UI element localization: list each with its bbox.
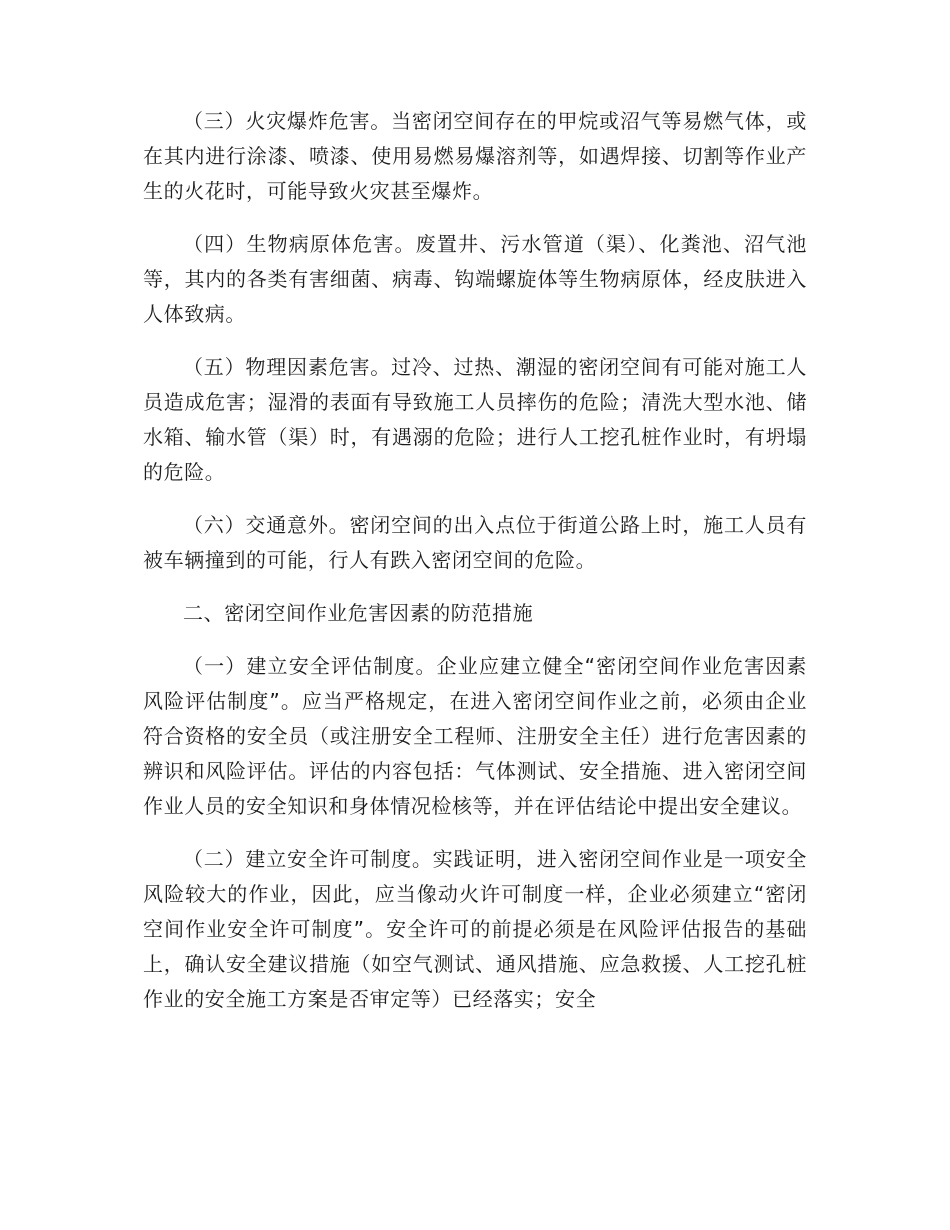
section-heading-preventive-measures: 二、密闭空间作业危害因素的防范措施 [183,601,534,625]
paragraph-safety-assessment-system: （一）建立安全评估制度。企业应建立健全“密闭空间作业危害因素风险评估制度”。应当严格规定，在进入密闭空间作业之前，必须由企业符合资格的安全员（或注册安全工程师、注册安全主任）进行危害因素的辨识和风险评估。评估的内容包括：气体测试、安全措施、进入密闭空间作业人员的安全知识和身体情况检核等，并在评估结论中提出安全建议。 [143,654,807,818]
paragraph-traffic-accident: （六）交通意外。密闭空间的出入点位于街道公路上时，施工人员有被车辆撞到的可能，行人有跌入密闭空间的危险。 [143,513,807,572]
paragraph-safety-permit-system: （二）建立安全许可制度。实践证明，进入密闭空间作业是一项安全风险较大的作业，因此，应当像动火许可制度一样，企业必须建立“密闭空间作业安全许可制度”。安全许可的前提必须是在风险评估报告的基础上，确认安全建议措施（如空气测试、通风措施、应急救援、人工挖孔桩作业的安全施工方案是否审定等）已经落实；安全 [143,847,807,1011]
paragraph-physical-factor-hazard: （五）物理因素危害。过冷、过热、潮湿的密闭空间有可能对施工人员造成危害；湿滑的表面有导致施工人员摔伤的危险；清洗大型水池、储水箱、输水管（渠）时，有遇溺的危险；进行人工挖孔桩作业时，有坍塌的危险。 [143,355,807,484]
document-body [143,104,807,1035]
paragraph-fire-explosion-hazard: （三）火灾爆炸危害。当密闭空间存在的甲烷或沼气等易燃气体，或在其内进行涂漆、喷漆、使用易燃易爆溶剂等，如遇焊接、切割等作业产生的火花时，可能导致火灾甚至爆炸。 [143,109,807,203]
paragraph-biological-pathogen-hazard: （四）生物病原体危害。废置井、污水管道（渠）、化粪池、沼气池等，其内的各类有害细菌、病毒、钩端螺旋体等生物病原体，经皮肤进入人体致病。 [143,232,807,326]
